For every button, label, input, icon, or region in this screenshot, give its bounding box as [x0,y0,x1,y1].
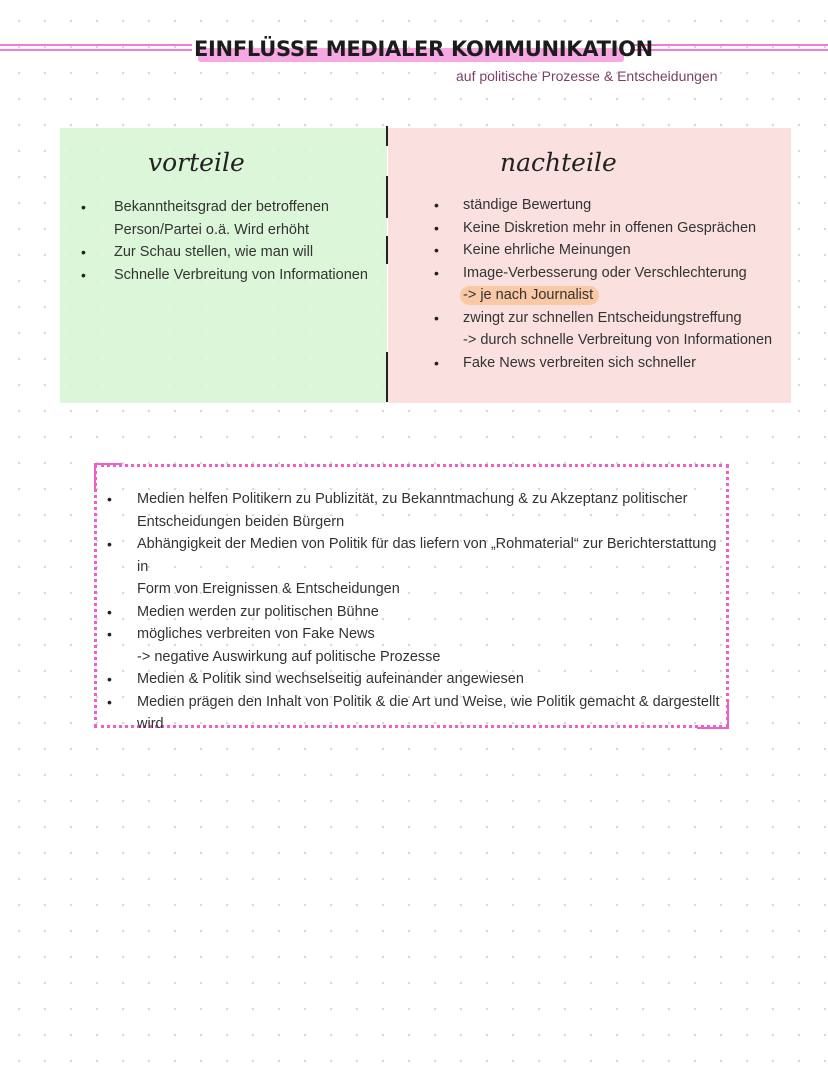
list-item-text: -> durch schnelle Verbreitung von Informationen [463,332,773,348]
box-corner-bracket [94,463,122,465]
list-item-text: Medien helfen Politikern zu Publizität, zu Bekanntmachung & zu Akzeptanz politischer [137,491,688,507]
list-item-text: Fake News verbreiten sich schneller [463,354,696,371]
list-item [434,194,785,217]
bullet-icon: • [434,264,439,281]
bullet-icon: • [81,266,86,283]
cons-heading: nachteile [500,148,617,177]
list-item-text: Medien werden zur politischen Bühne [137,603,379,620]
list-item [434,307,785,352]
list-item-text: Bekanntheitsgrad der betroffenen [114,199,329,215]
list-item-text: Schnelle Verbreitung von Informationen [114,266,368,283]
panel-divider [386,236,388,264]
bullet-icon: • [81,199,86,215]
list-item [81,241,376,264]
list-item-text: ständige Bewertung [463,197,592,213]
pros-heading: vorteile [148,148,245,177]
title-rule-left [0,44,192,51]
pros-list [81,196,376,286]
panel-divider [386,126,388,146]
bullet-icon: • [107,671,112,687]
list-item-text: Medien & Politik sind wechselseitig aufeinander angewiesen [137,671,524,687]
cons-list [434,194,785,374]
bullet-icon: • [434,354,439,371]
list-item [107,668,725,691]
list-item-text: Keine Diskretion mehr in offenen Gesprächen [463,219,757,236]
box-corner-bracket [727,700,729,729]
bullet-icon: • [107,536,112,552]
list-item-text: Image-Verbesserung oder Verschlechterung [463,264,747,281]
list-item [107,691,725,736]
bullet-icon: • [107,603,112,620]
list-item-text: Form von Ereignissen & Entscheidungen [137,581,400,597]
bullet-icon: • [434,242,439,258]
highlighted-note: -> je nach Journalist [460,286,599,305]
list-item-text: Abhängigkeit der Medien von Politik für das liefern von „Rohmaterial“ zur Berichterstattung in [137,536,717,575]
list-item [434,239,785,262]
bullet-icon: • [434,197,439,213]
list-item-text: Keine ehrliche Meinungen [463,242,631,258]
list-item [434,262,785,307]
list-item [81,196,376,241]
list-item [81,264,376,287]
bullet-icon: • [107,491,112,507]
list-item [107,623,725,668]
bullet-icon: • [107,626,112,642]
list-item-text: wird [137,716,164,732]
list-item-text: mögliches verbreiten von Fake News [137,626,375,642]
bullet-icon: • [81,244,86,260]
bullet-icon: • [434,219,439,236]
list-item-text: Entscheidungen beiden Bürgern [137,513,345,530]
list-item [107,601,725,624]
page-title: EINFLÜSSE MEDIALER KOMMUNIKATION [194,37,653,61]
box-corner-bracket [94,463,96,489]
list-item-text: Person/Partei o.ä. Wird erhöht [114,221,310,238]
list-item-text: Medien prägen den Inhalt von Politik & die Art und Weise, wie Politik gemacht & dargestellt [137,693,720,710]
bullet-icon: • [107,693,112,710]
panel-divider [386,352,388,402]
summary-list [107,488,725,736]
list-item [107,533,725,601]
list-item [434,352,785,375]
list-item-text: Zur Schau stellen, wie man will [114,244,314,260]
list-item-text: zwingt zur schnellen Entscheidungstreffung [463,309,742,326]
list-item [107,488,725,533]
page-subtitle: auf politische Prozesse & Entscheidungen [456,68,718,84]
list-item-text: -> negative Auswirkung auf politische Prozesse [137,648,441,665]
panel-divider [386,176,388,218]
title-rule-right [630,44,828,51]
bullet-icon: • [434,309,439,326]
list-item [434,217,785,240]
